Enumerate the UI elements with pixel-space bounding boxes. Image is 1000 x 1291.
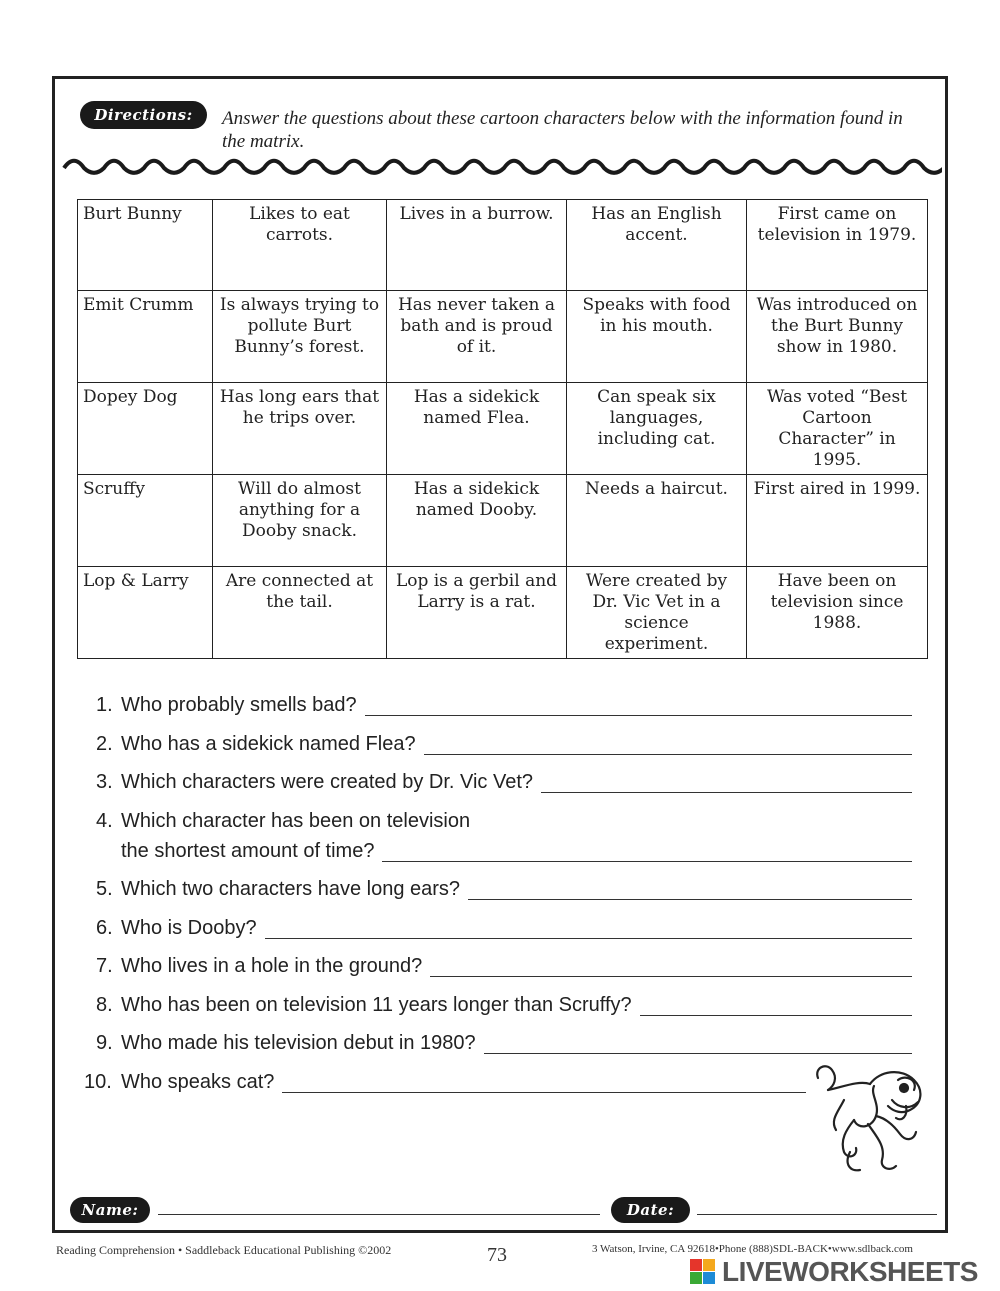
question-number: 6. <box>96 917 113 939</box>
answer-line[interactable] <box>541 792 912 793</box>
question-number: 10. <box>84 1071 112 1093</box>
matrix-row <box>78 291 928 383</box>
page-number: 73 <box>487 1244 507 1266</box>
trait-cell: Are connected at the tail. <box>213 567 387 659</box>
character-name-cell: Dopey Dog <box>78 383 213 475</box>
footer-publisher: Reading Comprehension • Saddleback Educational Publishing ©2002 <box>56 1243 392 1257</box>
question-number: 4. <box>96 810 113 832</box>
trait-cell: Has a sidekick named Flea. <box>387 383 567 475</box>
question-number: 9. <box>96 1032 113 1054</box>
name-line[interactable] <box>158 1214 600 1215</box>
question-text: Who probably smells bad? <box>121 694 357 716</box>
trait-cell: Has an English accent. <box>567 200 747 291</box>
question-number: 3. <box>96 771 113 793</box>
question-number: 2. <box>96 733 113 755</box>
character-name-cell: Lop & Larry <box>78 567 213 659</box>
question-text: Which character has been on television <box>121 810 471 832</box>
wavy-divider <box>62 150 942 180</box>
trait-cell: Lives in a burrow. <box>387 200 567 291</box>
liveworksheets-brand: LIVEWORKSHEETS <box>722 1256 978 1287</box>
trait-cell: Likes to eat carrots. <box>213 200 387 291</box>
answer-line[interactable] <box>430 976 912 977</box>
trait-cell: Is always trying to pollute Burt Bunny’s forest. <box>213 291 387 383</box>
liveworksheets-logo-icon <box>690 1259 716 1285</box>
question-text: Who has been on television 11 years longer than Scruffy? <box>121 994 632 1016</box>
question-number: 7. <box>96 955 113 977</box>
question-number: 5. <box>96 878 113 900</box>
date-line[interactable] <box>697 1214 937 1215</box>
question-text-continued: the shortest amount of time? <box>121 840 375 862</box>
character-matrix <box>77 199 928 659</box>
trait-cell: Have been on television since 1988. <box>747 567 928 659</box>
directions-badge: Directions: <box>80 101 207 129</box>
question-text: Which characters were created by Dr. Vic Vet? <box>121 771 534 793</box>
answer-line[interactable] <box>640 1015 912 1016</box>
trait-cell: Speaks with food in his mouth. <box>567 291 747 383</box>
answer-line[interactable] <box>382 861 912 862</box>
answer-line[interactable] <box>282 1092 806 1093</box>
question-text: Who lives in a hole in the ground? <box>121 955 423 977</box>
trait-cell: Was introduced on the Burt Bunny show in 1980. <box>747 291 928 383</box>
matrix-row <box>78 200 928 291</box>
matrix-row <box>78 383 928 475</box>
footer-contact: 3 Watson, Irvine, CA 92618•Phone (888)SDL-BACK•www.sdlback.com <box>592 1243 913 1255</box>
character-name-cell: Scruffy <box>78 475 213 567</box>
trait-cell: First came on television in 1979. <box>747 200 928 291</box>
name-badge: Name: <box>70 1197 150 1223</box>
question-text: Who speaks cat? <box>121 1071 275 1093</box>
trait-cell: Needs a haircut. <box>567 475 747 567</box>
answer-line[interactable] <box>468 899 912 900</box>
answer-line[interactable] <box>484 1053 912 1054</box>
trait-cell: Has never taken a bath and is proud of it. <box>387 291 567 383</box>
date-badge: Date: <box>611 1197 690 1223</box>
trait-cell: Can speak six languages, including cat. <box>567 383 747 475</box>
question-text: Which two characters have long ears? <box>121 878 461 900</box>
question-number: 1. <box>96 694 113 716</box>
matrix-row <box>78 567 928 659</box>
trait-cell: Was voted “Best Cartoon Character” in 1995. <box>747 383 928 475</box>
directions-text: Answer the questions about these cartoon characters below with the information found in the matrix. <box>222 108 903 152</box>
character-name-cell: Emit Crumm <box>78 291 213 383</box>
answer-line[interactable] <box>424 754 912 755</box>
question-text: Who has a sidekick named Flea? <box>121 733 416 755</box>
answer-line[interactable] <box>365 715 912 716</box>
trait-cell: Were created by Dr. Vic Vet in a science experiment. <box>567 567 747 659</box>
question-number: 8. <box>96 994 113 1016</box>
trait-cell: First aired in 1999. <box>747 475 928 567</box>
trait-cell: Lop is a gerbil and Larry is a rat. <box>387 567 567 659</box>
question-text: Who is Dooby? <box>121 917 257 939</box>
trait-cell: Will do almost anything for a Dooby snack. <box>213 475 387 567</box>
dog-illustration <box>810 1060 930 1180</box>
matrix-row <box>78 475 928 567</box>
trait-cell: Has long ears that he trips over. <box>213 383 387 475</box>
answer-line[interactable] <box>265 938 912 939</box>
trait-cell: Has a sidekick named Dooby. <box>387 475 567 567</box>
character-name-cell: Burt Bunny <box>78 200 213 291</box>
question-text: Who made his television debut in 1980? <box>121 1032 476 1054</box>
